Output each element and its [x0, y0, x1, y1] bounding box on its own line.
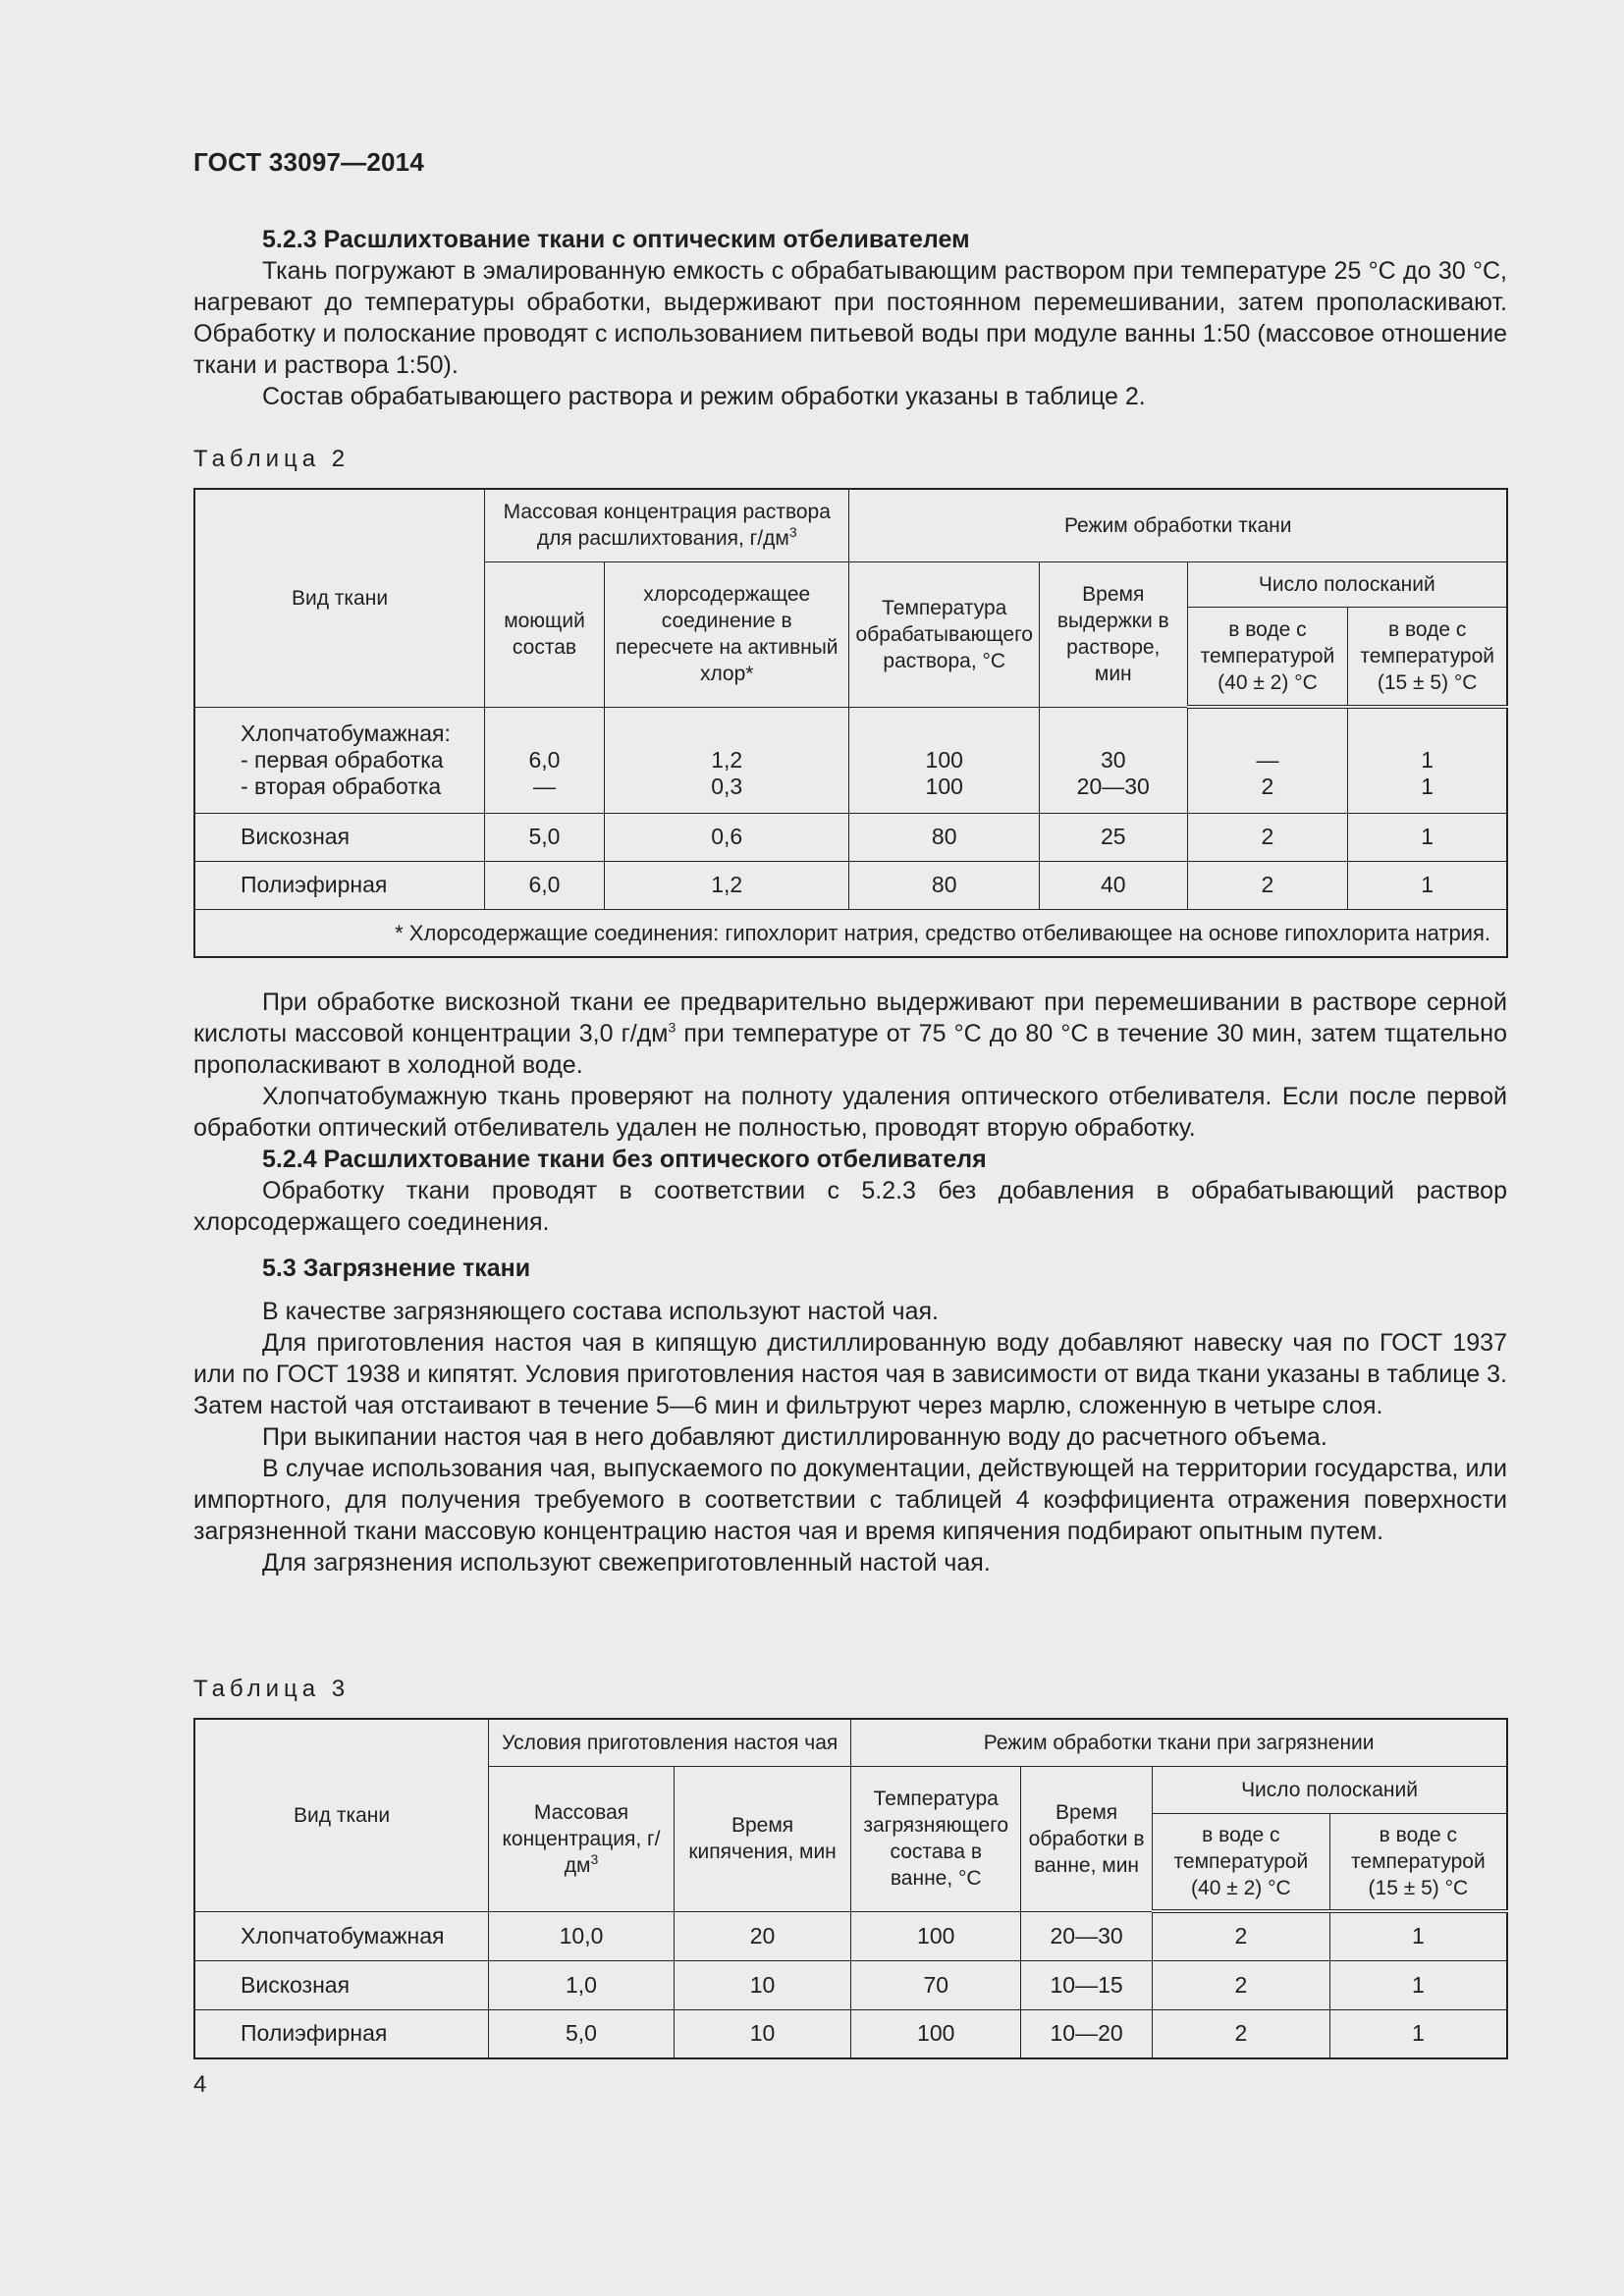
table-row: [194, 707, 1507, 813]
fabric-name: Полиэфирная: [194, 861, 485, 909]
value: 0,3: [711, 773, 743, 799]
value-cell: [1348, 707, 1507, 813]
value-cell: 1: [1329, 1960, 1507, 2009]
text: При обработке вискозной ткани ее предварительно выдерживают при перемешивании в растворе серной кислоты массовой концентрации 3,0 г/дм: [193, 988, 1507, 1047]
table-2: [193, 488, 1508, 958]
col-header-mode: Режим обработки ткани при загрязнении: [851, 1719, 1507, 1766]
section-heading: 5.3 Загрязнение ткани: [262, 1255, 531, 1282]
col-header-time: Время выдержки в растворе, мин: [1039, 561, 1187, 707]
fabric-name: Хлопчатобумажная: [194, 1911, 489, 1960]
superscript: 3: [788, 524, 797, 541]
table-2-caption: Таблица 2: [193, 446, 351, 472]
value: 100: [925, 746, 963, 773]
col-header-fabric: Вид ткани: [194, 1719, 489, 1911]
value-cell: 0,6: [604, 813, 849, 861]
value-cell: 1: [1348, 813, 1507, 861]
section-heading: 5.2.3 Расшлихтование ткани с оптическим отбеливателем: [262, 226, 970, 253]
table-row: [194, 861, 1507, 909]
table-row: [194, 2009, 1507, 2058]
value: —: [533, 773, 556, 799]
table-row: [194, 813, 1507, 861]
table-footnote-row: [194, 909, 1507, 957]
value-cell: 10,0: [489, 1911, 675, 1960]
value: 1: [1421, 747, 1435, 774]
paragraph: Обработку ткани проводят в соответствии с 5.2.3 без добавления в обрабатывающий раствор хлорсодержащего соединения.: [193, 1177, 1507, 1236]
col-header-temperature: Температура загрязняющего состава в ванне, °C: [851, 1766, 1021, 1911]
header-text: Массовая концентрация раствора: [503, 501, 831, 524]
value-cell: [604, 707, 849, 813]
value-cell: 100: [851, 2009, 1021, 2058]
value-cell: 20: [674, 1911, 850, 1960]
paragraph: Хлопчатобумажную ткань проверяют на полноту удаления оптического отбеливателя. Если после первой обработки оптический отбеливатель удален не полностью, проводят вторую обработку.: [193, 1083, 1507, 1142]
value-cell: 10—20: [1021, 2009, 1153, 2058]
col-header-rinse: Число полосканий: [1153, 1766, 1508, 1813]
paragraph: Ткань погружают в эмалированную емкость с обрабатывающим раствором при температуре 25 °C до 30 °C, нагревают до температуры обработки, выдерживают при постоянном перемешивании, затем прополаскивают. Обработку и полоскание проводят с использованием питьевой воды при модуле ванны 1:50 (массовое отношение ткани и раствора 1:50).: [193, 257, 1507, 379]
fabric-sub: - первая обработка: [241, 746, 444, 773]
value: —: [1256, 747, 1279, 774]
value-cell: 5,0: [485, 813, 605, 861]
value-cell: 2: [1153, 2009, 1330, 2058]
value-cell: [485, 707, 605, 813]
col-header-rinse: Число полосканий: [1187, 561, 1507, 607]
value-cell: 1: [1329, 2009, 1507, 2058]
section-heading: 5.2.4 Расшлихтование ткани без оптического отбеливателя: [262, 1146, 987, 1173]
value-cell: 20—30: [1021, 1911, 1153, 1960]
document-header: ГОСТ 33097—2014: [193, 147, 424, 177]
page-number: 4: [193, 2071, 207, 2098]
table-3-caption: Таблица 3: [193, 1676, 351, 1702]
value-cell: 2: [1153, 1911, 1330, 1960]
value-cell: [1039, 707, 1187, 813]
paragraph: При выкипании настоя чая в него добавляют дистиллированную воду до расчетного объема.: [262, 1423, 1327, 1451]
paragraph: [193, 987, 1507, 1081]
table-footnote: * Хлорсодержащие соединения: гипохлорит натрия, средство отбеливающее на основе гипохлорита натрия.: [194, 909, 1507, 957]
value-cell: 80: [849, 861, 1039, 909]
value-cell: 1,0: [489, 1960, 675, 2009]
value: 2: [1261, 774, 1274, 800]
value-cell: [849, 707, 1039, 813]
col-header-detergent: моющий состав: [485, 561, 605, 707]
value-cell: 40: [1039, 861, 1187, 909]
fabric-sub: - вторая обработка: [241, 773, 442, 799]
value-cell: 6,0: [485, 861, 605, 909]
superscript: 3: [668, 1019, 677, 1036]
fabric-name: Вискозная: [194, 813, 485, 861]
value-cell: 1: [1329, 1911, 1507, 1960]
value-cell: 2: [1187, 861, 1348, 909]
value-cell: 80: [849, 813, 1039, 861]
value-cell: 10: [674, 1960, 850, 2009]
col-header-fabric: Вид ткани: [194, 489, 485, 707]
value-cell: 10—15: [1021, 1960, 1153, 2009]
value: 1: [1421, 774, 1435, 800]
table-row: [194, 1960, 1507, 2009]
col-header-concentration: [485, 489, 849, 561]
header-text: Массовая концентрация, г/дм: [502, 1800, 661, 1877]
paragraph: Для приготовления настоя чая в кипящую дистиллированную воду добавляют навеску чая по ГОСТ 1937 или по ГОСТ 1938 и кипятят. Условия приготовления настоя чая в зависимости от вида ткани указаны в таблице 3. Затем настой чая отстаивают в течение 5—6 мин и фильтруют через марлю, сложенную в четыре слоя.: [193, 1329, 1507, 1419]
fabric-name: Хлопчатобумажная:: [241, 720, 451, 746]
superscript: 3: [590, 1850, 599, 1867]
value: 30: [1100, 746, 1126, 773]
value-cell: 100: [851, 1911, 1021, 1960]
value-cell: 5,0: [489, 2009, 675, 2058]
col-header-rinse-cold: в воде с температурой (15 ± 5) °C: [1329, 1813, 1507, 1911]
value-cell: 25: [1039, 813, 1187, 861]
col-header-mode: Режим обработки ткани: [849, 489, 1507, 561]
value-cell: 2: [1153, 1960, 1330, 2009]
table-row: [194, 1911, 1507, 1960]
header-text: для расшлихтования, г/дм: [536, 527, 789, 551]
col-header-rinse-hot: в воде с температурой (40 ± 2) °C: [1187, 607, 1348, 707]
col-header-temperature: Температура обрабатывающего раствора, °C: [849, 561, 1039, 707]
paragraph: В случае использования чая, выпускаемого по документации, действующей на территории государства, или импортного, для получения требуемого в соответствии с таблицей 4 коэффициента отражения поверхности загрязненной ткани массовую концентрацию настоя чая и время кипячения подбирают опытным путем.: [193, 1455, 1507, 1545]
value-cell: [1187, 707, 1348, 813]
value: 1,2: [711, 746, 743, 773]
fabric-name: Вискозная: [194, 1960, 489, 2009]
col-header-chlorine: хлорсодержащее соединение в пересчете на активный хлор*: [604, 561, 849, 707]
section-5-3: [193, 1253, 1507, 1578]
value: 20—30: [1076, 773, 1150, 799]
col-header-boiling: Время кипячения, мин: [674, 1766, 850, 1911]
section-5-2-3: [193, 224, 1507, 412]
fabric-name: Полиэфирная: [194, 2009, 489, 2058]
text: при температуре от 75 °C до 80 °C в течение 30 мин, затем тщательно прополаскивают в холодной воде.: [193, 1020, 1507, 1079]
col-header-rinse-cold: в воде с температурой (15 ± 5) °C: [1348, 607, 1507, 707]
value-cell: 1: [1348, 861, 1507, 909]
paragraph: В качестве загрязняющего состава используют настой чая.: [262, 1298, 939, 1325]
value-cell: 10: [674, 2009, 850, 2058]
col-header-time: Время обработки в ванне, мин: [1021, 1766, 1153, 1911]
value: 6,0: [528, 746, 561, 773]
value: 100: [925, 773, 963, 799]
col-header-rinse-hot: в воде с температурой (40 ± 2) °C: [1153, 1813, 1330, 1911]
paragraph: Для загрязнения используют свежеприготовленный настой чая.: [262, 1549, 991, 1576]
value-cell: 70: [851, 1960, 1021, 2009]
col-header-preparation: Условия приготовления настоя чая: [489, 1719, 851, 1766]
paragraph: Состав обрабатывающего раствора и режим обработки указаны в таблице 2.: [262, 383, 1146, 410]
col-header-concentration: [489, 1766, 675, 1911]
value-cell: 2: [1187, 813, 1348, 861]
table-3: [193, 1718, 1508, 2059]
value-cell: 1,2: [604, 861, 849, 909]
fabric-cell: [194, 707, 485, 813]
section-after-table-2: [193, 987, 1507, 1238]
